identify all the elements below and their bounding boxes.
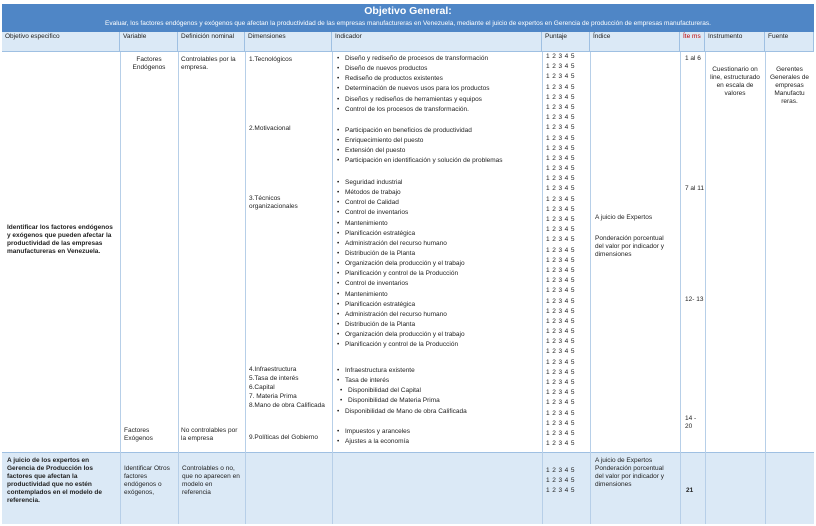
score-scale: 1 2 3 4 5 bbox=[546, 467, 575, 474]
score-scale: 1 2 3 4 5 bbox=[546, 93, 575, 101]
indicator-item: • Extensión del puesto bbox=[337, 146, 503, 156]
score-scale: 1 2 3 4 5 bbox=[546, 307, 575, 315]
score-scale: 1 2 3 4 5 bbox=[546, 317, 575, 325]
indicator-item: • Distribución de la Planta bbox=[337, 320, 465, 330]
score-scale: 1 2 3 4 5 bbox=[546, 287, 575, 295]
indicator-list-government bbox=[337, 427, 410, 447]
dimension-raw-material: 7. Materia Prima bbox=[249, 393, 297, 400]
score-scale: 1 2 3 4 5 bbox=[546, 399, 575, 407]
source-description: Gerentes Generales de empresas Manufactu reras. bbox=[769, 66, 810, 105]
indicator-item: • Administración del recurso humano bbox=[337, 310, 465, 320]
indicator-list-technological bbox=[337, 54, 490, 115]
dimension-technical-organizational: 3.Técnicos organizacionales bbox=[249, 195, 298, 210]
dimension-labor: 8.Mano de obra Calificada bbox=[249, 402, 325, 409]
score-scale: 1 2 3 4 5 bbox=[546, 246, 575, 254]
score-scale: 1 2 3 4 5 bbox=[546, 389, 575, 397]
index-weighting-2: Ponderación porcentual del valor por indicador y dimensiones bbox=[595, 465, 665, 488]
score-scale: 1 2 3 4 5 bbox=[546, 358, 575, 366]
header-dimensiones: Dimensiones bbox=[245, 32, 332, 52]
indicator-item: • Disponibilidad de Mano de obra Calificada bbox=[337, 407, 467, 417]
variable-other-factors: Identificar Otros factores endógenos o exógenos, bbox=[124, 465, 170, 496]
definition-exogenous: No controlables por la empresa bbox=[181, 427, 238, 442]
header-indicador: Indicador bbox=[332, 32, 542, 52]
column-divider bbox=[542, 52, 543, 524]
dimension-motivational: 2.Motivacional bbox=[249, 125, 291, 132]
score-scale: 1 2 3 4 5 bbox=[546, 175, 575, 183]
score-scale-column bbox=[546, 52, 590, 449]
indicator-item: • Diseño de nuevos productos bbox=[337, 64, 490, 74]
indicator-item: • Mantenimiento bbox=[337, 219, 465, 229]
instrument-description: Cuestionario on line, estructurado en escala de valores bbox=[710, 66, 760, 97]
header-fuente: Fuente bbox=[765, 32, 814, 52]
items-row2: 21 bbox=[686, 487, 694, 494]
dimension-capital: 6.Capital bbox=[249, 384, 275, 391]
items-range-4: 14 - 20 bbox=[685, 415, 697, 430]
score-scale: 1 2 3 4 5 bbox=[546, 73, 575, 81]
dimension-group-infrastructure bbox=[249, 366, 331, 410]
score-scale: 1 2 3 4 5 bbox=[546, 440, 575, 448]
score-scale: 1 2 3 4 5 bbox=[546, 103, 575, 111]
score-scale: 1 2 3 4 5 bbox=[546, 419, 575, 427]
items-range-3: 12- 13 bbox=[685, 296, 704, 303]
header-indice: Índice bbox=[590, 32, 680, 52]
specific-objective-2: A juicio de los expertos en Gerencia de Producción los factores que afectan la productividad que no estén contemplados en el modelo de referencia. bbox=[7, 457, 102, 504]
dimension-infrastructure: 4.Infraestructura bbox=[249, 366, 297, 373]
score-scale: 1 2 3 4 5 bbox=[546, 477, 575, 485]
score-scale: 1 2 3 4 5 bbox=[546, 205, 575, 213]
indicator-item: • Planificación estratégica bbox=[337, 229, 465, 239]
score-scale: 1 2 3 4 5 bbox=[546, 83, 575, 91]
dimension-government-policies: 9.Políticas del Gobierno bbox=[249, 434, 319, 441]
indicator-item: • Disponibilidad de Materia Prima bbox=[337, 396, 467, 406]
index-weighting: Ponderación porcentual del valor por indicador y dimensiones bbox=[595, 235, 665, 258]
dimension-interest-rate: 5.Tasa de interés bbox=[249, 375, 299, 382]
score-scale-column-2 bbox=[546, 466, 590, 497]
header-instrumento: Instrumento bbox=[705, 32, 765, 52]
general-objective-text: Evaluar, los factores endógenos y exógenos que afectan la productividad de las empresas manufactureras en Venezuela, mediante el juicio de expertos en Gerencia de producción de empresas manufactureras. bbox=[105, 20, 711, 27]
indicator-item: • Planificación estratégica bbox=[337, 300, 465, 310]
score-scale: 1 2 3 4 5 bbox=[546, 53, 575, 60]
column-divider bbox=[178, 52, 179, 524]
definition-other-factors: Controlables o no, que no aparecen en modelo en referencia bbox=[182, 465, 240, 496]
header-objetivo: Objetivo especifico bbox=[2, 32, 120, 52]
score-scale: 1 2 3 4 5 bbox=[546, 236, 575, 244]
indicator-item: • Infraestructura existente bbox=[337, 366, 467, 376]
indicator-list-technical-organizational bbox=[337, 178, 465, 350]
score-scale: 1 2 3 4 5 bbox=[546, 297, 575, 305]
specific-objective-1: Identificar los factores endógenos y exógenos que pueden afectar la productividad de las empresas manufactureras en Venezuela. bbox=[7, 224, 113, 255]
indicator-item: • Rediseño de productos existentes bbox=[337, 74, 490, 84]
indicator-item: • Ajustes a la economía bbox=[337, 437, 410, 447]
variable-exogenous: Factores Exógenos bbox=[124, 427, 153, 442]
score-scale: 1 2 3 4 5 bbox=[546, 277, 575, 285]
header-items: Íte ms bbox=[680, 32, 705, 52]
column-divider bbox=[590, 52, 591, 524]
score-scale: 1 2 3 4 5 bbox=[546, 256, 575, 264]
score-scale: 1 2 3 4 5 bbox=[546, 328, 575, 336]
index-expert-judgment: A juicio de Expertos bbox=[595, 214, 653, 221]
indicator-item: • Planificación y control de la Producción bbox=[337, 340, 465, 350]
column-divider bbox=[332, 52, 333, 524]
score-scale: 1 2 3 4 5 bbox=[546, 338, 575, 346]
score-scale: 1 2 3 4 5 bbox=[546, 409, 575, 417]
column-divider bbox=[245, 52, 246, 524]
indicator-item: • Control de inventarios bbox=[337, 208, 465, 218]
score-scale: 1 2 3 4 5 bbox=[546, 114, 575, 122]
items-range-2: 7 al 11 bbox=[685, 185, 705, 192]
indicator-list-external bbox=[337, 366, 467, 417]
indicator-item: • Métodos de trabajo bbox=[337, 188, 465, 198]
score-scale: 1 2 3 4 5 bbox=[546, 487, 575, 495]
score-scale: 1 2 3 4 5 bbox=[546, 368, 575, 376]
indicator-item: • Enriquecimiento del puesto bbox=[337, 136, 503, 146]
indicator-item: • Mantenimiento bbox=[337, 290, 465, 300]
score-scale: 1 2 3 4 5 bbox=[546, 379, 575, 386]
indicator-item: • Seguridad industrial bbox=[337, 178, 465, 188]
score-scale: 1 2 3 4 5 bbox=[546, 134, 575, 142]
column-divider bbox=[120, 52, 121, 524]
indicator-item: • Organización dela producción y el trabajo bbox=[337, 330, 465, 340]
dimension-technological: 1.Tecnológicos bbox=[249, 56, 292, 63]
general-objective-title: Objetivo General: bbox=[364, 5, 452, 17]
header-definicion: Definición nominal bbox=[178, 32, 245, 52]
indicator-item: • Disponibilidad del Capital bbox=[337, 386, 467, 396]
indicator-item: • Diseño y rediseño de procesos de transformación bbox=[337, 54, 490, 64]
indicator-item: • Determinación de nuevos usos para los productos bbox=[337, 84, 490, 94]
column-divider bbox=[765, 52, 766, 524]
score-scale: 1 2 3 4 5 bbox=[546, 144, 575, 152]
indicator-item: • Control de Calidad bbox=[337, 198, 465, 208]
column-divider bbox=[680, 52, 681, 524]
indicator-list-motivational bbox=[337, 126, 503, 167]
general-objective-banner bbox=[2, 4, 814, 32]
score-scale: 1 2 3 4 5 bbox=[546, 266, 575, 274]
score-scale: 1 2 3 4 5 bbox=[546, 216, 575, 223]
indicator-item: • Control de inventarios bbox=[337, 279, 465, 289]
score-scale: 1 2 3 4 5 bbox=[546, 195, 575, 203]
variable-endogenous: Factores Endógenos bbox=[132, 56, 166, 71]
score-scale: 1 2 3 4 5 bbox=[546, 429, 575, 437]
indicator-item: • Tasa de interés bbox=[337, 376, 467, 386]
indicator-item: • Participación en identificación y solución de problemas bbox=[337, 156, 503, 166]
score-scale: 1 2 3 4 5 bbox=[546, 165, 575, 173]
score-scale: 1 2 3 4 5 bbox=[546, 226, 575, 234]
score-scale: 1 2 3 4 5 bbox=[546, 185, 575, 193]
header-variable: Variable bbox=[120, 32, 178, 52]
score-scale: 1 2 3 4 5 bbox=[546, 63, 575, 71]
definition-endogenous: Controlables por la empresa. bbox=[181, 56, 236, 71]
items-range-1: 1 al 6 bbox=[685, 55, 701, 62]
indicator-item: • Diseños y rediseños de herramientas y equipos bbox=[337, 95, 490, 105]
indicator-item: • Planificación y control de la Producción bbox=[337, 269, 465, 279]
score-scale: 1 2 3 4 5 bbox=[546, 348, 575, 356]
indicator-item: • Impuestos y aranceles bbox=[337, 427, 410, 437]
index-expert-judgment-2: A juicio de Expertos bbox=[595, 457, 653, 464]
indicator-item: • Administración del recurso humano bbox=[337, 239, 465, 249]
indicator-item: • Distribución de la Planta bbox=[337, 249, 465, 259]
indicator-item: • Control de los procesos de transformación. bbox=[337, 105, 490, 115]
score-scale: 1 2 3 4 5 bbox=[546, 154, 575, 162]
indicator-item: • Organización dela producción y el trabajo bbox=[337, 259, 465, 269]
score-scale: 1 2 3 4 5 bbox=[546, 124, 575, 132]
header-puntaje: Puntaje bbox=[542, 32, 590, 52]
column-divider bbox=[705, 52, 706, 524]
indicator-item: • Participación en beneficios de productividad bbox=[337, 126, 503, 136]
